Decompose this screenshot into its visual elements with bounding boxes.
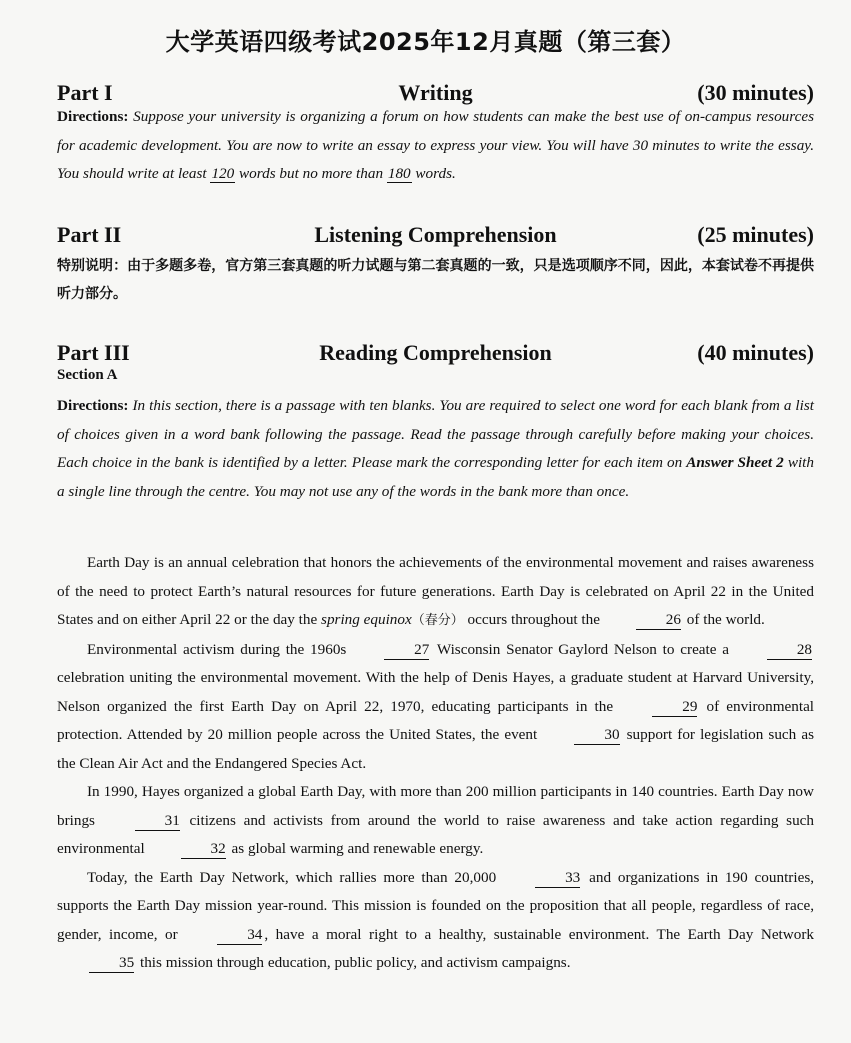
passage-text: as global warming and renewable energy. bbox=[231, 840, 484, 857]
part1-directions-label: Directions: bbox=[57, 108, 129, 125]
passage-text: Today, the Earth Day Network, which rallies more than 20,000 bbox=[87, 868, 497, 886]
part2-name: Listening Comprehension bbox=[314, 222, 557, 247]
blank-30: 30 bbox=[574, 726, 619, 745]
blank-31: 31 bbox=[135, 812, 180, 831]
part1-directions-text-a: Suppose your university is organizing a forum on how students can make the best use of on-campus resources for academic development. You are now to write an essay to express your view. You will have 30 minutes to write the essay. You should write at least bbox=[57, 108, 814, 182]
blank-32: 32 bbox=[181, 840, 226, 859]
answer-sheet-ref: Answer Sheet 2 bbox=[686, 454, 784, 471]
passage-term: spring equinox bbox=[321, 611, 412, 628]
blank-28: 28 bbox=[767, 641, 812, 660]
part2-time: (25 minutes) bbox=[697, 222, 814, 247]
part2-header bbox=[57, 222, 814, 248]
passage-paragraph-2 bbox=[57, 636, 814, 779]
part1-directions-text-c: words. bbox=[415, 165, 456, 182]
passage-text: In 1990, Hayes organized a global Earth Day, with more than 200 million participants in 140 countries. Earth Day now brings bbox=[57, 783, 814, 829]
passage-text: this mission through education, public policy, and activism campaigns. bbox=[139, 954, 571, 971]
passage-term-cn: （春分） bbox=[411, 613, 464, 628]
blank-34: 34 bbox=[217, 926, 262, 945]
blank-35: 35 bbox=[89, 954, 134, 973]
passage-paragraph-4 bbox=[57, 864, 814, 978]
part3-time: (40 minutes) bbox=[697, 340, 814, 365]
passage-text: Earth Day is an annual celebration that honors the achievements of the environmental movement and raises awareness of the need to protect Earth’s natural resources for future generations. Earth Day is celebrated on April 22 in the United States and on either April 22 or the day the bbox=[57, 554, 814, 628]
passage-paragraph-3 bbox=[57, 778, 814, 864]
part1-directions bbox=[57, 103, 814, 189]
part3-directions bbox=[57, 392, 814, 506]
part3-directions-text-b: with a single line through the centre. You may not use any of the words in the bank more than once. bbox=[57, 454, 814, 500]
part1-directions-text-b: words but no more than bbox=[239, 165, 384, 182]
blank-27: 27 bbox=[384, 641, 429, 660]
part2-label: Part II bbox=[57, 222, 122, 247]
passage-text: occurs throughout the bbox=[467, 611, 600, 628]
passage-text: , have a moral right to a healthy, sustainable environment. The Earth Day Network bbox=[264, 925, 814, 943]
part1-name: Writing bbox=[398, 80, 473, 105]
blank-26: 26 bbox=[636, 611, 681, 630]
passage bbox=[57, 549, 814, 978]
part3-header bbox=[57, 340, 814, 366]
passage-paragraph-1 bbox=[57, 549, 814, 636]
passage-text: of environmental protection. Attended by 20 million people across the United States, the event bbox=[57, 697, 815, 743]
part3-name: Reading Comprehension bbox=[319, 340, 552, 365]
part3-directions-label: Directions: bbox=[57, 397, 129, 414]
blank-33: 33 bbox=[535, 869, 580, 888]
passage-text: and organizations in 190 countries, supports the Earth Day mission year-round. This mission is founded on the proposition that all people, regardless of race, gender, income, or bbox=[57, 868, 815, 943]
part1-label: Part I bbox=[57, 80, 113, 105]
part2-note bbox=[57, 252, 814, 308]
part2-note-label: 特别说明： bbox=[57, 258, 128, 274]
part3-directions-text-a: In this section, there is a passage with ten blanks. You are required to select one word for each blank from a list of choices given in a word bank following the passage. Read the passage through carefully before making your choices. Each choice in the bank is identified by a letter. Please mark the corresponding letter for each item on bbox=[57, 397, 814, 471]
passage-text: Environmental activism during the 1960s bbox=[87, 640, 347, 658]
section-a-heading: Section A bbox=[57, 367, 118, 383]
passage-text: citizens and activists from around the world to raise awareness and take action regarding such environmental bbox=[57, 811, 815, 857]
passage-text: support for legislation such as the Clean Air Act and the Endangered Species Act. bbox=[57, 726, 814, 772]
blank-29: 29 bbox=[652, 698, 697, 717]
passage-text: celebration uniting the environmental movement. With the help of Denis Hayes, a graduate student at Harvard University, Nelson organized the first Earth Day on April 22, 1970, educating participants in the bbox=[57, 669, 814, 715]
part1-max-words: 180 bbox=[387, 165, 411, 182]
part2-note-text: 由于多题多卷，官方第三套真题的听力试题与第二套真题的一致，只是选项顺序不同，因此，本套试卷不再提供听力部分。 bbox=[57, 258, 815, 302]
passage-text: Wisconsin Senator Gaylord Nelson to create a bbox=[436, 640, 730, 658]
part1-min-words: 120 bbox=[211, 165, 235, 182]
page-title: 大学英语四级考试2025年12月真题（第三套） bbox=[165, 28, 686, 56]
part1-time: (30 minutes) bbox=[697, 80, 814, 105]
passage-text: of the world. bbox=[686, 611, 765, 628]
part3-label: Part III bbox=[57, 340, 130, 365]
